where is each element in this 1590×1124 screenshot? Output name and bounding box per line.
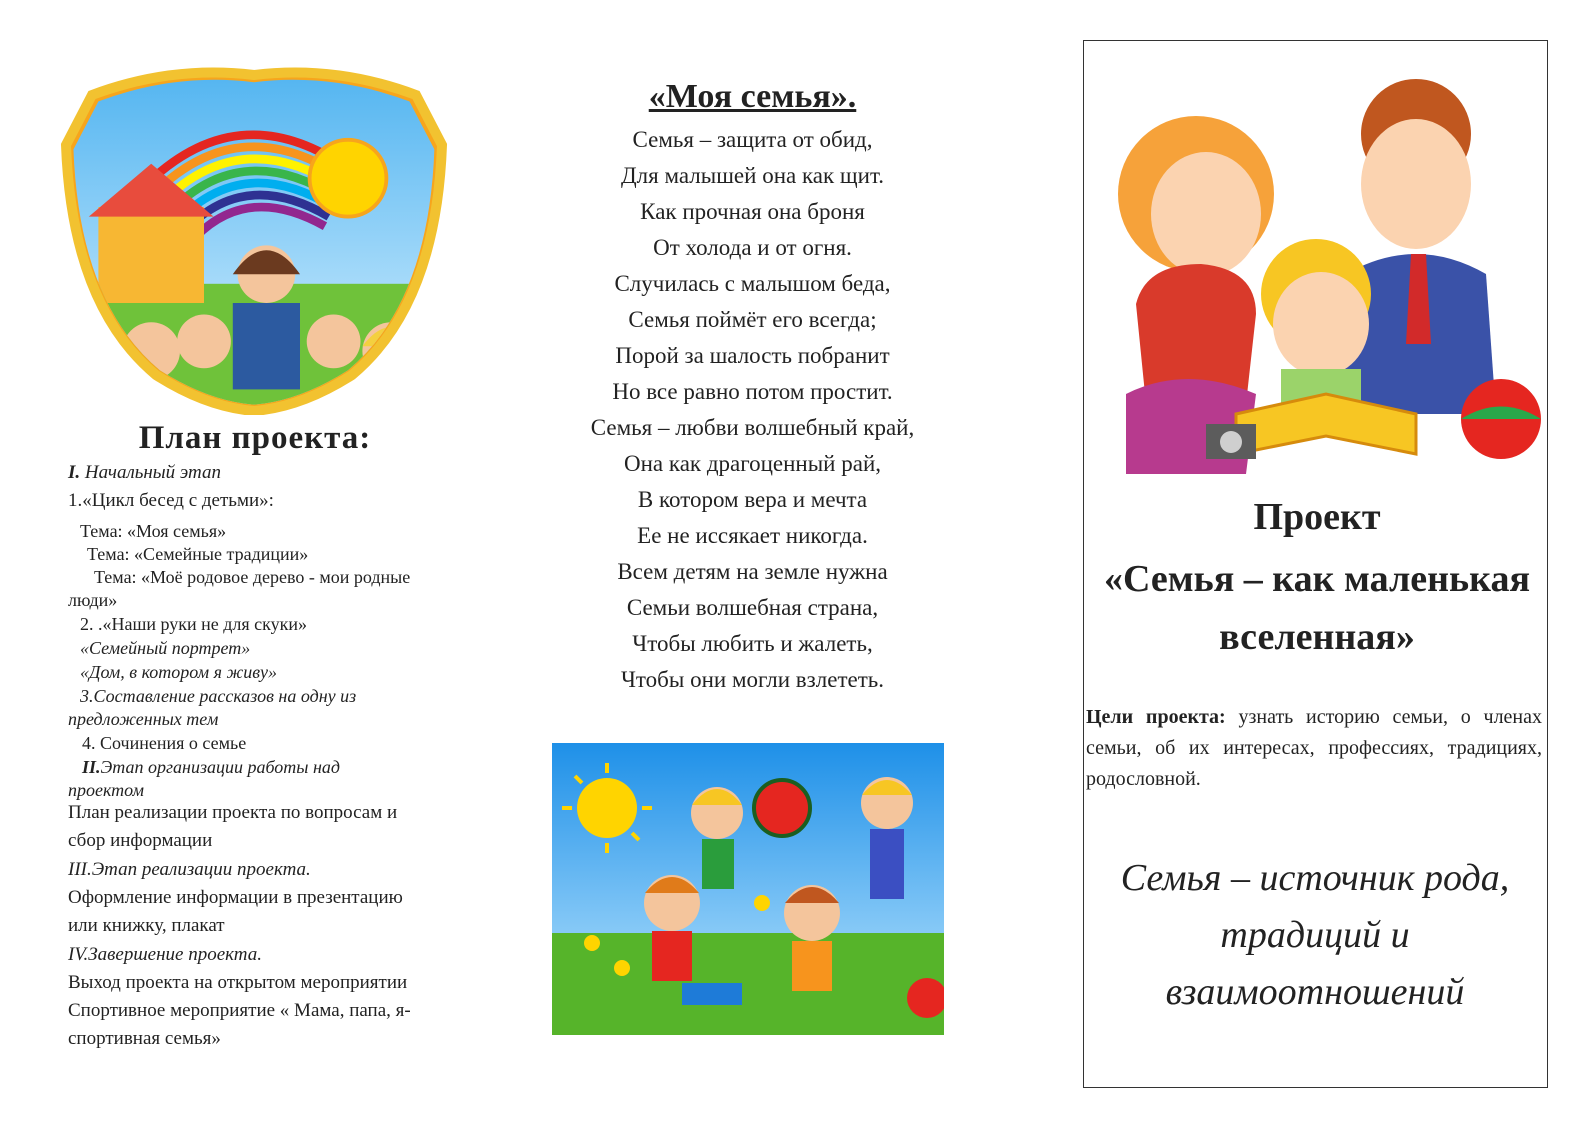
poem-line: Чтобы они могли взлететь. [620,667,884,692]
plan-line: 2. .«Наши руки не для скуки» [80,614,308,634]
plan-line: сбор информации [68,830,213,851]
poem-line: Для малышей она как щит. [620,163,885,188]
goals-text: узнать историю семьи, о членах семьи, об их интересах, профессиях, традициях, родословной. [1086,706,1543,790]
children-playing-illustration [552,743,944,1035]
poem-line: В котором вера и мечта [637,487,868,512]
poem-line: Случилась с малышом беда, [614,271,891,296]
family-quote [1090,850,1540,1021]
plan-line: люди» [68,590,118,610]
plan-line: 1.«Цикл бесед с детьми»: [68,490,274,511]
quote-line: взаимоотношений [1165,971,1465,1013]
poem-line: Чтобы любить и жалеть, [632,631,873,656]
quote-line: Семья – источник рода, [1120,857,1510,899]
project-title-line: «Семья – как маленькая [1103,558,1531,600]
poem-title: «Моя семья». [648,78,857,115]
poem-line: Порой за шалость побранит [615,343,890,368]
poem-line: Семья поймёт его всегда; [628,307,877,332]
poem-line: Семья – защита от обид, [632,127,873,152]
project-title [1086,550,1548,666]
plan-line: Оформление информации в презентацию [68,887,403,908]
plan-line: План реализации проекта по вопросам и [68,802,398,823]
plan-line: Тема: «Моё родовое дерево - мои родные [94,567,411,587]
plan-line: «Дом, в котором я живу» [80,662,278,682]
quote-line: традиций и [1220,914,1410,956]
poem-line: Семья – любви волшебный край, [590,415,915,440]
plan-line: «Семейный портрет» [80,638,251,658]
plan-line: предложенных тем [68,709,219,729]
plan-line: III.Этап реализации проекта. [68,859,311,880]
family-badge-illustration [52,55,456,415]
plan-line: спортивная семья» [68,1028,221,1049]
poem-line: Семьи волшебная страна, [626,595,879,620]
poem-body [555,122,950,698]
plan-line: Тема: «Семейные традиции» [87,544,309,564]
plan-line: 4. Сочинения о семье [82,733,247,753]
family-reading-illustration [1086,64,1546,482]
plan-line: или книжку, плакат [68,915,225,936]
poem-line: Как прочная она броня [640,199,865,224]
plan-line: Выход проекта на открытом мероприятии [68,972,408,993]
plan-line: Тема: «Моя семья» [80,521,227,541]
project-title-line: вселенная» [1219,616,1415,658]
plan-line: 3.Составление рассказов на одну из [80,686,357,706]
project-label: Проект [1253,496,1381,538]
poem-line: Она как драгоценный рай, [623,451,882,476]
project-goals [1086,702,1542,795]
poem-line: Ее не иссякает никогда. [637,523,868,548]
plan-line: проектом [68,780,144,800]
plan-line: II.Этап организации работы над [82,757,341,777]
goals-label: Цели проекта: [1086,706,1226,728]
plan-title: План проекта: [138,420,372,456]
poem-line: От холода и от огня. [653,235,852,260]
plan-line: IV.Завершение проекта. [68,944,262,965]
plan-line: I. Начальный этап [68,462,221,483]
plan-line: Спортивное мероприятие « Мама, папа, я- [68,1000,411,1021]
poem-line: Всем детям на земле нужна [617,559,888,584]
poem-line: Но все равно потом простит. [612,379,893,404]
